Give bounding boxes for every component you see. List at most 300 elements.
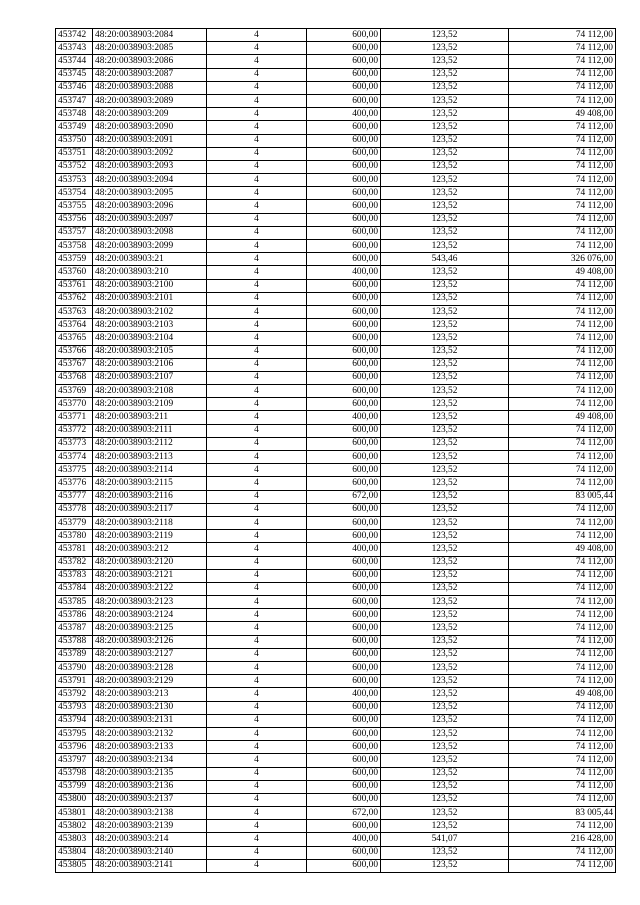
cadastral-value-cell: 74 112,00 xyxy=(509,160,616,173)
row-number-cell: 453769 xyxy=(56,385,93,398)
row-number-cell: 453793 xyxy=(56,701,93,714)
cadastral-number-cell: 48:20:0038903:2133 xyxy=(93,741,207,754)
area-cell: 600,00 xyxy=(307,345,381,358)
class-cell: 4 xyxy=(207,358,307,371)
row-number-cell: 453765 xyxy=(56,332,93,345)
area-cell: 400,00 xyxy=(307,108,381,121)
table-row xyxy=(56,424,616,437)
area-cell: 600,00 xyxy=(307,754,381,767)
class-cell: 4 xyxy=(207,543,307,556)
cadastral-number-cell: 48:20:0038903:2125 xyxy=(93,622,207,635)
row-number-cell: 453770 xyxy=(56,398,93,411)
class-cell: 4 xyxy=(207,411,307,424)
unit-price-cell: 123,52 xyxy=(381,240,509,253)
cadastral-value-cell: 83 005,44 xyxy=(509,490,616,503)
unit-price-cell: 123,52 xyxy=(381,332,509,345)
unit-price-cell: 123,52 xyxy=(381,279,509,292)
unit-price-cell: 123,52 xyxy=(381,174,509,187)
unit-price-cell: 123,52 xyxy=(381,187,509,200)
table-row xyxy=(56,81,616,94)
cadastral-number-cell: 48:20:0038903:210 xyxy=(93,266,207,279)
unit-price-cell: 123,52 xyxy=(381,675,509,688)
cadastral-value-cell: 74 112,00 xyxy=(509,437,616,450)
class-cell: 4 xyxy=(207,385,307,398)
cadastral-number-cell: 48:20:0038903:2114 xyxy=(93,464,207,477)
area-cell: 600,00 xyxy=(307,635,381,648)
unit-price-cell: 123,52 xyxy=(381,42,509,55)
unit-price-cell: 123,52 xyxy=(381,780,509,793)
table-row xyxy=(56,240,616,253)
cadastral-number-cell: 48:20:0038903:2101 xyxy=(93,292,207,305)
unit-price-cell: 123,52 xyxy=(381,490,509,503)
table-row xyxy=(56,846,616,859)
cadastral-number-cell: 48:20:0038903:2135 xyxy=(93,767,207,780)
cadastral-value-cell: 49 408,00 xyxy=(509,411,616,424)
area-cell: 600,00 xyxy=(307,780,381,793)
unit-price-cell: 123,52 xyxy=(381,108,509,121)
class-cell: 4 xyxy=(207,688,307,701)
class-cell: 4 xyxy=(207,503,307,516)
row-number-cell: 453744 xyxy=(56,55,93,68)
cadastral-value-cell: 74 112,00 xyxy=(509,121,616,134)
cadastral-number-cell: 48:20:0038903:2106 xyxy=(93,358,207,371)
area-cell: 600,00 xyxy=(307,187,381,200)
cadastral-value-cell: 74 112,00 xyxy=(509,81,616,94)
cadastral-number-cell: 48:20:0038903:212 xyxy=(93,543,207,556)
cadastral-number-cell: 48:20:0038903:2086 xyxy=(93,55,207,68)
cadastral-value-cell: 74 112,00 xyxy=(509,793,616,806)
cadastral-value-cell: 326 076,00 xyxy=(509,253,616,266)
table-row xyxy=(56,332,616,345)
table-row xyxy=(56,213,616,226)
table-row xyxy=(56,477,616,490)
unit-price-cell: 123,52 xyxy=(381,411,509,424)
cadastral-value-cell: 74 112,00 xyxy=(509,846,616,859)
cadastral-value-cell: 74 112,00 xyxy=(509,596,616,609)
cadastral-number-cell: 48:20:0038903:2122 xyxy=(93,582,207,595)
class-cell: 4 xyxy=(207,305,307,318)
table-row xyxy=(56,635,616,648)
area-cell: 600,00 xyxy=(307,68,381,81)
area-cell: 600,00 xyxy=(307,556,381,569)
cadastral-number-cell: 48:20:0038903:2124 xyxy=(93,609,207,622)
unit-price-cell: 123,52 xyxy=(381,398,509,411)
area-cell: 600,00 xyxy=(307,319,381,332)
cadastral-number-cell: 48:20:0038903:2118 xyxy=(93,516,207,529)
area-cell: 672,00 xyxy=(307,490,381,503)
cadastral-value-cell: 74 112,00 xyxy=(509,582,616,595)
unit-price-cell: 123,52 xyxy=(381,319,509,332)
unit-price-cell: 123,52 xyxy=(381,94,509,107)
row-number-cell: 453803 xyxy=(56,833,93,846)
unit-price-cell: 123,52 xyxy=(381,846,509,859)
row-number-cell: 453746 xyxy=(56,81,93,94)
cadastral-value-cell: 74 112,00 xyxy=(509,371,616,384)
class-cell: 4 xyxy=(207,464,307,477)
row-number-cell: 453743 xyxy=(56,42,93,55)
cadastral-number-cell: 48:20:0038903:2103 xyxy=(93,319,207,332)
class-cell: 4 xyxy=(207,253,307,266)
cadastral-value-cell: 74 112,00 xyxy=(509,609,616,622)
class-cell: 4 xyxy=(207,213,307,226)
cadastral-number-cell: 48:20:0038903:2093 xyxy=(93,160,207,173)
table-row xyxy=(56,543,616,556)
cadastral-number-cell: 48:20:0038903:2091 xyxy=(93,134,207,147)
table-row xyxy=(56,556,616,569)
table-row xyxy=(56,226,616,239)
unit-price-cell: 123,52 xyxy=(381,121,509,134)
class-cell: 4 xyxy=(207,437,307,450)
table-row xyxy=(56,121,616,134)
cadastral-number-cell: 48:20:0038903:2129 xyxy=(93,675,207,688)
cadastral-number-cell: 48:20:0038903:2127 xyxy=(93,648,207,661)
area-cell: 600,00 xyxy=(307,371,381,384)
cadastral-value-cell: 83 005,44 xyxy=(509,807,616,820)
area-cell: 600,00 xyxy=(307,622,381,635)
area-cell: 672,00 xyxy=(307,807,381,820)
cadastral-number-cell: 48:20:0038903:2140 xyxy=(93,846,207,859)
row-number-cell: 453747 xyxy=(56,94,93,107)
area-cell: 600,00 xyxy=(307,477,381,490)
class-cell: 4 xyxy=(207,767,307,780)
class-cell: 4 xyxy=(207,81,307,94)
cadastral-value-cell: 74 112,00 xyxy=(509,305,616,318)
table-row xyxy=(56,451,616,464)
table-row xyxy=(56,108,616,121)
cadastral-number-cell: 48:20:0038903:2121 xyxy=(93,569,207,582)
unit-price-cell: 123,52 xyxy=(381,543,509,556)
cadastral-number-cell: 48:20:0038903:2128 xyxy=(93,662,207,675)
cadastral-number-cell: 48:20:0038903:2105 xyxy=(93,345,207,358)
cadastral-number-cell: 48:20:0038903:2109 xyxy=(93,398,207,411)
cadastral-value-cell: 49 408,00 xyxy=(509,688,616,701)
row-number-cell: 453795 xyxy=(56,727,93,740)
cadastral-number-cell: 48:20:0038903:2085 xyxy=(93,42,207,55)
row-number-cell: 453789 xyxy=(56,648,93,661)
row-number-cell: 453762 xyxy=(56,292,93,305)
class-cell: 4 xyxy=(207,530,307,543)
row-number-cell: 453768 xyxy=(56,371,93,384)
unit-price-cell: 123,52 xyxy=(381,530,509,543)
area-cell: 600,00 xyxy=(307,332,381,345)
unit-price-cell: 123,52 xyxy=(381,134,509,147)
row-number-cell: 453786 xyxy=(56,609,93,622)
class-cell: 4 xyxy=(207,134,307,147)
row-number-cell: 453771 xyxy=(56,411,93,424)
cadastral-number-cell: 48:20:0038903:2120 xyxy=(93,556,207,569)
cadastral-number-cell: 48:20:0038903:2102 xyxy=(93,305,207,318)
class-cell: 4 xyxy=(207,516,307,529)
row-number-cell: 453777 xyxy=(56,490,93,503)
class-cell: 4 xyxy=(207,292,307,305)
table-row xyxy=(56,42,616,55)
cadastral-number-cell: 48:20:0038903:2113 xyxy=(93,451,207,464)
class-cell: 4 xyxy=(207,345,307,358)
cadastral-value-cell: 74 112,00 xyxy=(509,187,616,200)
unit-price-cell: 123,52 xyxy=(381,437,509,450)
cadastral-number-cell: 48:20:0038903:2115 xyxy=(93,477,207,490)
row-number-cell: 453794 xyxy=(56,714,93,727)
row-number-cell: 453758 xyxy=(56,240,93,253)
class-cell: 4 xyxy=(207,174,307,187)
row-number-cell: 453780 xyxy=(56,530,93,543)
area-cell: 600,00 xyxy=(307,714,381,727)
unit-price-cell: 123,52 xyxy=(381,622,509,635)
cadastral-value-cell: 74 112,00 xyxy=(509,648,616,661)
row-number-cell: 453796 xyxy=(56,741,93,754)
table-row xyxy=(56,662,616,675)
unit-price-cell: 123,52 xyxy=(381,81,509,94)
area-cell: 600,00 xyxy=(307,160,381,173)
row-number-cell: 453798 xyxy=(56,767,93,780)
table-row xyxy=(56,569,616,582)
table-row xyxy=(56,437,616,450)
class-cell: 4 xyxy=(207,279,307,292)
unit-price-cell: 123,52 xyxy=(381,556,509,569)
area-cell: 600,00 xyxy=(307,451,381,464)
unit-price-cell: 123,52 xyxy=(381,464,509,477)
cadastral-number-cell: 48:20:0038903:2126 xyxy=(93,635,207,648)
table-row xyxy=(56,609,616,622)
unit-price-cell: 123,52 xyxy=(381,213,509,226)
area-cell: 600,00 xyxy=(307,569,381,582)
row-number-cell: 453804 xyxy=(56,846,93,859)
class-cell: 4 xyxy=(207,68,307,81)
area-cell: 600,00 xyxy=(307,516,381,529)
cadastral-number-cell: 48:20:0038903:2108 xyxy=(93,385,207,398)
cadastral-number-cell: 48:20:0038903:2094 xyxy=(93,174,207,187)
cadastral-value-cell: 49 408,00 xyxy=(509,266,616,279)
area-cell: 600,00 xyxy=(307,596,381,609)
table-row xyxy=(56,266,616,279)
area-cell: 600,00 xyxy=(307,305,381,318)
cadastral-value-cell: 74 112,00 xyxy=(509,385,616,398)
row-number-cell: 453763 xyxy=(56,305,93,318)
cadastral-value-cell: 74 112,00 xyxy=(509,530,616,543)
area-cell: 600,00 xyxy=(307,292,381,305)
row-number-cell: 453792 xyxy=(56,688,93,701)
row-number-cell: 453759 xyxy=(56,253,93,266)
cadastral-value-cell: 74 112,00 xyxy=(509,635,616,648)
unit-price-cell: 543,46 xyxy=(381,253,509,266)
table-row xyxy=(56,464,616,477)
cadastral-value-cell: 74 112,00 xyxy=(509,464,616,477)
cadastral-value-cell: 74 112,00 xyxy=(509,174,616,187)
unit-price-cell: 123,52 xyxy=(381,648,509,661)
cadastral-number-cell: 48:20:0038903:2097 xyxy=(93,213,207,226)
unit-price-cell: 123,52 xyxy=(381,807,509,820)
unit-price-cell: 541,07 xyxy=(381,833,509,846)
cadastral-number-cell: 48:20:0038903:2104 xyxy=(93,332,207,345)
cadastral-value-cell: 74 112,00 xyxy=(509,701,616,714)
class-cell: 4 xyxy=(207,833,307,846)
row-number-cell: 453774 xyxy=(56,451,93,464)
table-row xyxy=(56,807,616,820)
row-number-cell: 453760 xyxy=(56,266,93,279)
class-cell: 4 xyxy=(207,556,307,569)
area-cell: 600,00 xyxy=(307,662,381,675)
cadastral-value-cell: 74 112,00 xyxy=(509,147,616,160)
table-row xyxy=(56,727,616,740)
table-row xyxy=(56,859,616,872)
cadastral-number-cell: 48:20:0038903:214 xyxy=(93,833,207,846)
unit-price-cell: 123,52 xyxy=(381,662,509,675)
area-cell: 600,00 xyxy=(307,741,381,754)
table-row xyxy=(56,780,616,793)
unit-price-cell: 123,52 xyxy=(381,582,509,595)
class-cell: 4 xyxy=(207,859,307,872)
area-cell: 600,00 xyxy=(307,727,381,740)
unit-price-cell: 123,52 xyxy=(381,358,509,371)
area-cell: 600,00 xyxy=(307,793,381,806)
cadastral-number-cell: 48:20:0038903:2087 xyxy=(93,68,207,81)
unit-price-cell: 123,52 xyxy=(381,147,509,160)
area-cell: 600,00 xyxy=(307,240,381,253)
table-row xyxy=(56,292,616,305)
cadastral-number-cell: 48:20:0038903:2088 xyxy=(93,81,207,94)
class-cell: 4 xyxy=(207,451,307,464)
table-row xyxy=(56,160,616,173)
table-row xyxy=(56,253,616,266)
row-number-cell: 453776 xyxy=(56,477,93,490)
area-cell: 400,00 xyxy=(307,543,381,556)
area-cell: 600,00 xyxy=(307,94,381,107)
unit-price-cell: 123,52 xyxy=(381,609,509,622)
cadastral-number-cell: 48:20:0038903:2136 xyxy=(93,780,207,793)
table-row xyxy=(56,833,616,846)
unit-price-cell: 123,52 xyxy=(381,424,509,437)
cadastral-value-cell: 74 112,00 xyxy=(509,292,616,305)
unit-price-cell: 123,52 xyxy=(381,569,509,582)
table-row xyxy=(56,345,616,358)
unit-price-cell: 123,52 xyxy=(381,727,509,740)
area-cell: 600,00 xyxy=(307,200,381,213)
unit-price-cell: 123,52 xyxy=(381,714,509,727)
row-number-cell: 453801 xyxy=(56,807,93,820)
class-cell: 4 xyxy=(207,147,307,160)
row-number-cell: 453773 xyxy=(56,437,93,450)
cadastral-value-cell: 74 112,00 xyxy=(509,240,616,253)
cadastral-value-cell: 74 112,00 xyxy=(509,68,616,81)
class-cell: 4 xyxy=(207,662,307,675)
class-cell: 4 xyxy=(207,398,307,411)
unit-price-cell: 123,52 xyxy=(381,385,509,398)
cadastral-value-cell: 74 112,00 xyxy=(509,675,616,688)
table-row xyxy=(56,714,616,727)
class-cell: 4 xyxy=(207,793,307,806)
table-row xyxy=(56,490,616,503)
cadastral-value-cell: 74 112,00 xyxy=(509,767,616,780)
cadastral-value-cell: 49 408,00 xyxy=(509,543,616,556)
unit-price-cell: 123,52 xyxy=(381,305,509,318)
area-cell: 400,00 xyxy=(307,833,381,846)
area-cell: 600,00 xyxy=(307,174,381,187)
class-cell: 4 xyxy=(207,490,307,503)
class-cell: 4 xyxy=(207,424,307,437)
class-cell: 4 xyxy=(207,622,307,635)
area-cell: 600,00 xyxy=(307,675,381,688)
unit-price-cell: 123,52 xyxy=(381,451,509,464)
cadastral-value-cell: 74 112,00 xyxy=(509,332,616,345)
area-cell: 600,00 xyxy=(307,701,381,714)
area-cell: 600,00 xyxy=(307,424,381,437)
class-cell: 4 xyxy=(207,635,307,648)
area-cell: 600,00 xyxy=(307,134,381,147)
area-cell: 600,00 xyxy=(307,437,381,450)
row-number-cell: 453766 xyxy=(56,345,93,358)
area-cell: 600,00 xyxy=(307,820,381,833)
cadastral-number-cell: 48:20:0038903:2134 xyxy=(93,754,207,767)
cadastral-value-cell: 74 112,00 xyxy=(509,398,616,411)
table-row xyxy=(56,503,616,516)
row-number-cell: 453779 xyxy=(56,516,93,529)
area-cell: 600,00 xyxy=(307,859,381,872)
cadastral-number-cell: 48:20:0038903:2092 xyxy=(93,147,207,160)
area-cell: 600,00 xyxy=(307,42,381,55)
cadastral-number-cell: 48:20:0038903:21 xyxy=(93,253,207,266)
cadastral-value-cell: 74 112,00 xyxy=(509,279,616,292)
class-cell: 4 xyxy=(207,596,307,609)
class-cell: 4 xyxy=(207,609,307,622)
unit-price-cell: 123,52 xyxy=(381,793,509,806)
table-row xyxy=(56,147,616,160)
class-cell: 4 xyxy=(207,240,307,253)
cadastral-number-cell: 48:20:0038903:2096 xyxy=(93,200,207,213)
table-row xyxy=(56,134,616,147)
row-number-cell: 453785 xyxy=(56,596,93,609)
row-number-cell: 453791 xyxy=(56,675,93,688)
unit-price-cell: 123,52 xyxy=(381,345,509,358)
area-cell: 600,00 xyxy=(307,648,381,661)
cadastral-value-cell: 74 112,00 xyxy=(509,226,616,239)
cadastral-number-cell: 48:20:0038903:2130 xyxy=(93,701,207,714)
table-row xyxy=(56,319,616,332)
row-number-cell: 453751 xyxy=(56,147,93,160)
area-cell: 600,00 xyxy=(307,582,381,595)
cadastral-number-cell: 48:20:0038903:211 xyxy=(93,411,207,424)
area-cell: 600,00 xyxy=(307,609,381,622)
area-cell: 600,00 xyxy=(307,464,381,477)
unit-price-cell: 123,52 xyxy=(381,477,509,490)
cadastral-value-cell: 74 112,00 xyxy=(509,424,616,437)
cadastral-value-table xyxy=(55,28,616,873)
area-cell: 600,00 xyxy=(307,503,381,516)
class-cell: 4 xyxy=(207,55,307,68)
class-cell: 4 xyxy=(207,727,307,740)
table-row xyxy=(56,68,616,81)
cadastral-value-cell: 74 112,00 xyxy=(509,780,616,793)
table-row xyxy=(56,398,616,411)
table-row xyxy=(56,701,616,714)
area-cell: 600,00 xyxy=(307,358,381,371)
area-cell: 600,00 xyxy=(307,55,381,68)
cadastral-value-cell: 74 112,00 xyxy=(509,42,616,55)
row-number-cell: 453775 xyxy=(56,464,93,477)
row-number-cell: 453767 xyxy=(56,358,93,371)
cadastral-number-cell: 48:20:0038903:213 xyxy=(93,688,207,701)
unit-price-cell: 123,52 xyxy=(381,767,509,780)
cadastral-number-cell: 48:20:0038903:2098 xyxy=(93,226,207,239)
table-row xyxy=(56,596,616,609)
table-row xyxy=(56,767,616,780)
cadastral-value-cell: 74 112,00 xyxy=(509,622,616,635)
table-row xyxy=(56,648,616,661)
class-cell: 4 xyxy=(207,701,307,714)
row-number-cell: 453788 xyxy=(56,635,93,648)
cadastral-number-cell: 48:20:0038903:2111 xyxy=(93,424,207,437)
cadastral-value-cell: 74 112,00 xyxy=(509,859,616,872)
cadastral-value-cell: 74 112,00 xyxy=(509,516,616,529)
